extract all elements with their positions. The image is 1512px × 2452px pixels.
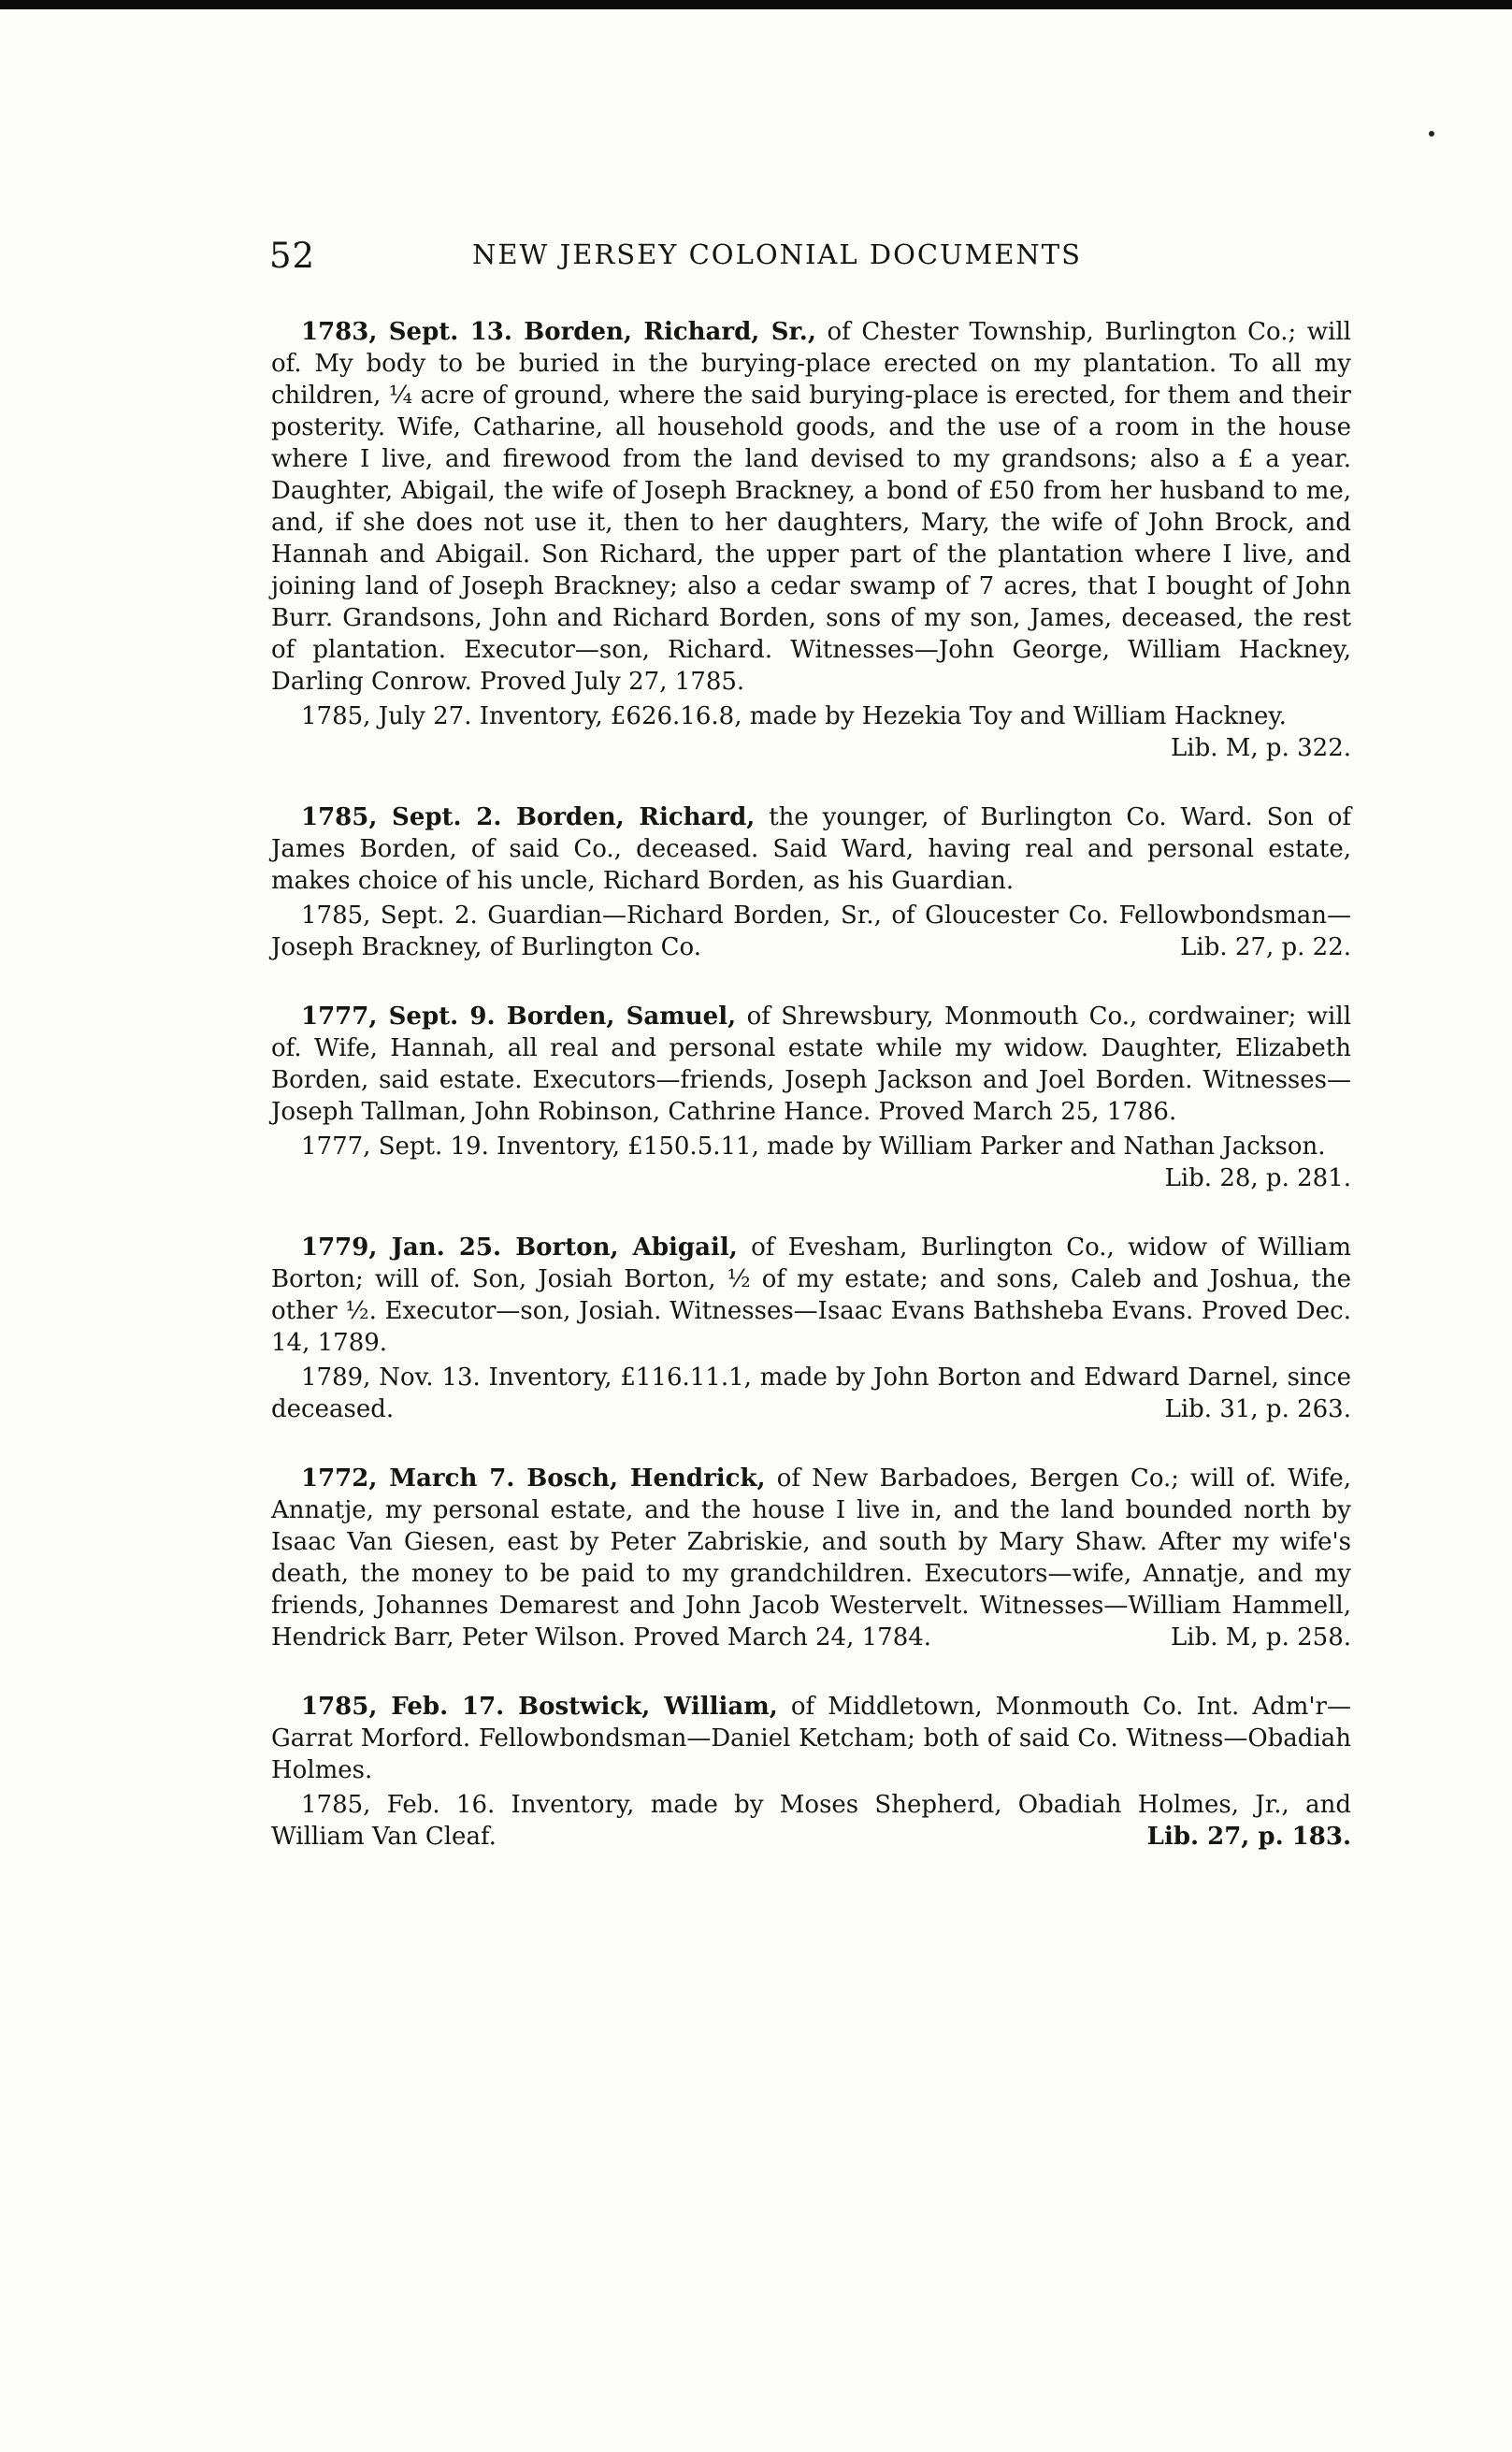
entry-body: of Shrewsbury, Monmouth Co., cordwainer; will of. Wife, Hannah, all real and personal estate while my widow. Daughter, Elizabeth Borden, said estate. Executors—friends, Joseph Jackson and Joel Borden. Witnesses—Joseph Tallman, John Robinson, Cathrine Hance. Proved March 25, 1786. (271, 1002, 1352, 1126)
entry-note (271, 1131, 1351, 1192)
entry-note-text: 1785, July 27. Inventory, £626.16.8, made by Hezekia Toy and William Hackney. (301, 702, 1287, 730)
lib-reference: Lib. 31, p. 263. (1164, 1395, 1351, 1423)
entry (271, 1463, 1351, 1653)
entry-note (271, 900, 1351, 963)
entry (271, 1001, 1351, 1194)
entry-paragraph (271, 316, 1351, 698)
entry-paragraph (271, 1001, 1351, 1128)
page-number: 52 (269, 236, 316, 276)
entry-paragraph (271, 1463, 1351, 1653)
scan-top-edge (0, 0, 1512, 9)
entry (271, 801, 1351, 963)
entry-note (271, 700, 1351, 762)
lib-reference: Lib. 27, p. 183. (1146, 1823, 1351, 1851)
entry-paragraph (271, 1232, 1351, 1359)
entry-heading: 1772, March 7. Bosch, Hendrick, (301, 1464, 766, 1493)
entry-heading: 1777, Sept. 9. Borden, Samuel, (301, 1002, 737, 1031)
entry-note (271, 1789, 1351, 1853)
entry-body: of New Barbadoes, Bergen Co.; will of. Wife, Annatje, my personal estate, and the house I live in, and the land bounded north by Isaac Van Giesen, east by Peter Zabriskie, and south by Mary Shaw. After my wife's death, the money to be paid to my grandchildren. Executors—wife, Annatje, and my friends, Johannes Demarest and John Jacob Westervelt. Witnesses—William Hammell, Hendrick Barr, Peter Wilson. Proved March 24, 1784. (271, 1464, 1352, 1651)
entry-note (271, 1362, 1351, 1425)
entry-body: of Evesham, Burlington Co., widow of William Borton; will of. Son, Josiah Borton, ½ of my estate; and sons, Caleb and Joshua, the other ½. Executor—son, Josiah. Witnesses—Isaac Evans Bathsheba Evans. Proved Dec. 14, 1789. (271, 1233, 1352, 1357)
entry-note-text: 1777, Sept. 19. Inventory, £150.5.11, made by William Parker and Nathan Jackson. (301, 1132, 1326, 1161)
lib-reference: Lib. 28, p. 281. (1164, 1164, 1351, 1192)
entry-heading: 1785, Sept. 2. Borden, Richard, (301, 803, 756, 831)
entry-note-text: 1785, Sept. 2. Guardian—Richard Borden, Sr., of Gloucester Co. Fellowbondsman—Joseph Brackney, of Burlington Co. (271, 901, 1351, 961)
entries-list (271, 316, 1351, 1853)
entry-note-text: 1789, Nov. 13. Inventory, £116.11.1, made by John Borton and Edward Darnel, since deceased. (271, 1363, 1351, 1423)
entry-heading: 1783, Sept. 13. Borden, Richard, Sr., (301, 318, 816, 346)
entry-paragraph (271, 801, 1351, 897)
entry-body: of Chester Township, Burlington Co.; will of. My body to be buried in the burying-place erected on my plantation. To all my children, ¼ acre of ground, where the said burying-place is erected, for them and their posterity. Wife, Catharine, all household goods, and the use of a room in the house where I live, and firewood from the land devised to my grandsons; also a £ a year. Daughter, Abigail, the wife of Joseph Brackney, a bond of £50 from her husband to me, and, if she does not use it, then to her daughters, Mary, the wife of John Brock, and Hannah and Abigail. Son Richard, the upper part of the plantation where I live, and joining land of Joseph Brackney; also a cedar swamp of 7 acres, that I bought of John Burr. Grandsons, John and Richard Borden, sons of my son, James, deceased, the rest of plantation. Executor—son, Richard. Witnesses—John George, William Hackney, Darling Conrow. Proved July 27, 1785. (271, 318, 1351, 696)
lib-reference: Lib. 27, p. 22. (1180, 933, 1351, 961)
entry-heading: 1785, Feb. 17. Bostwick, William, (301, 1693, 778, 1721)
lib-reference: Lib. M, p. 322. (1171, 734, 1351, 762)
entry-body: of Middletown, Monmouth Co. Int. Adm'r—Garrat Morford. Fellowbondsman—Daniel Ketcham; both of said Co. Witness—Obadiah Holmes. (271, 1693, 1351, 1784)
lib-reference: Lib. M, p. 258. (1171, 1623, 1351, 1651)
entry-heading: 1779, Jan. 25. Borton, Abigail, (301, 1233, 738, 1262)
entry (271, 1691, 1351, 1853)
scan-speck (1429, 131, 1434, 137)
running-title: NEW JERSEY COLONIAL DOCUMENTS (472, 238, 1082, 270)
entry (271, 1232, 1351, 1425)
entry-note-text: 1785, Feb. 16. Inventory, made by Moses Shepherd, Obadiah Holmes, Jr., and William Van Cleaf. (271, 1791, 1351, 1851)
entry-body: the younger, of Burlington Co. Ward. Son of James Borden, of said Co., deceased. Said Ward, having real and personal estate, makes choice of his uncle, Richard Borden, as his Guardian. (271, 803, 1352, 895)
entry-paragraph (271, 1691, 1351, 1786)
entry (271, 316, 1351, 764)
